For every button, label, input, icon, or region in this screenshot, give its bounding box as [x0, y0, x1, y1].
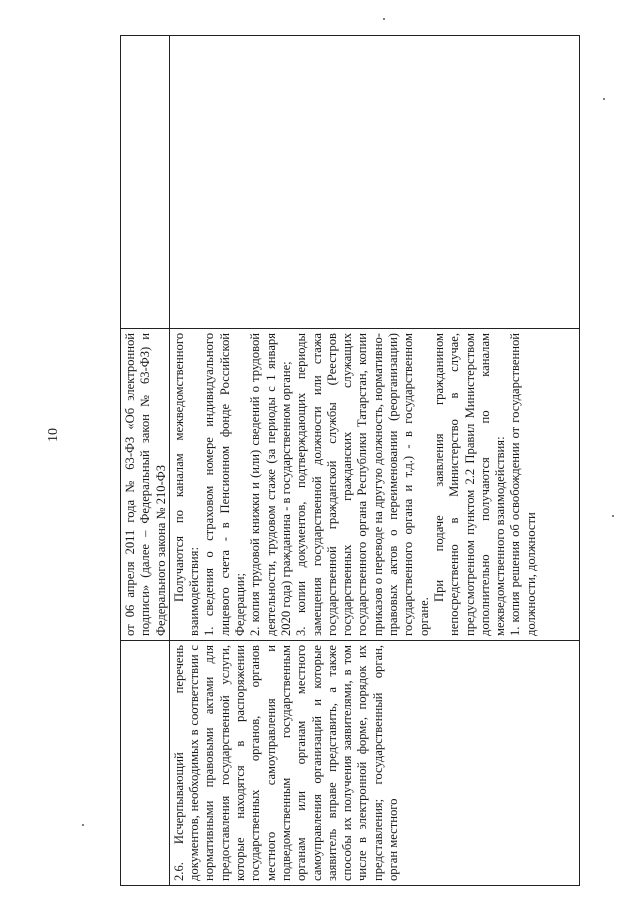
list-item: 1. копия решения об освобождении от государственной должности, должности: [508, 333, 538, 636]
cell-middle-top: от 06 апреля 2011 года № 63-ФЗ «Об электронной подписи» (далее – Федеральный закон № 63-ФЗ) и Федерального закона № 210-ФЗ: [121, 329, 170, 641]
cell-middle: [169, 329, 579, 641]
scan-speck: [612, 515, 614, 517]
document-table: [120, 35, 580, 886]
table-row: [169, 36, 579, 886]
cell-right-top: [121, 36, 170, 329]
cell-right: [169, 36, 579, 329]
list-item: 1. сведения о страховом номере индивидуального лицевого счета - в Пенсионном фонде Российской Федерации;: [202, 333, 248, 636]
row-left-text: Исчерпывающий перечень документов, необходимых в соответствии с нормативными правовыми актами для предоставления государственной услуги, которые находятся в распоряжении государственных органов, органов местного самоуправления и подведомственным государственным органам или органам местного самоуправления организаций и которые заявитель вправе представить, а также способы их получения заявителями, в том числе в электронной форме, порядок их представления; государственный орган, орган местного: [171, 645, 401, 881]
scan-speck: [82, 824, 84, 826]
table-row-header: [121, 36, 170, 886]
cell-left: [169, 641, 579, 886]
scan-speck: [603, 98, 605, 100]
middle-paragraph: При подаче заявления гражданином непосредственно в Министерство в случае, предусмотренном пунктом 2.2 Правил Министерством дополнительно получаются по каналам межведомственного взаимодействия:: [431, 333, 508, 636]
list-item: 3. копии документов, подтверждающих периоды замещения государственной должности или стажа государственной гражданской службы (Реестров государственных гражданских служащих государственного органа Республики Татарстан, копии приказов о переводе на другую должность, нормативно-правовых актов о переименовании (реорганизации) государственного органа и т.д.) - в государственном органе.: [294, 333, 431, 636]
list-item: 2. копия трудовой книжки и (или) сведений о трудовой деятельности, трудовом стаже (за периоды с 1 января 2020 года) гражданина - в государственном органе;: [248, 333, 293, 636]
middle-intro: Получаются по каналам межведомственного взаимодействия:: [171, 333, 202, 636]
scan-speck: [383, 18, 385, 20]
row-number: 2.6.: [171, 862, 186, 881]
document-page: [120, 36, 580, 886]
page-number: 10: [46, 428, 61, 442]
cell-left-top: [121, 641, 170, 886]
